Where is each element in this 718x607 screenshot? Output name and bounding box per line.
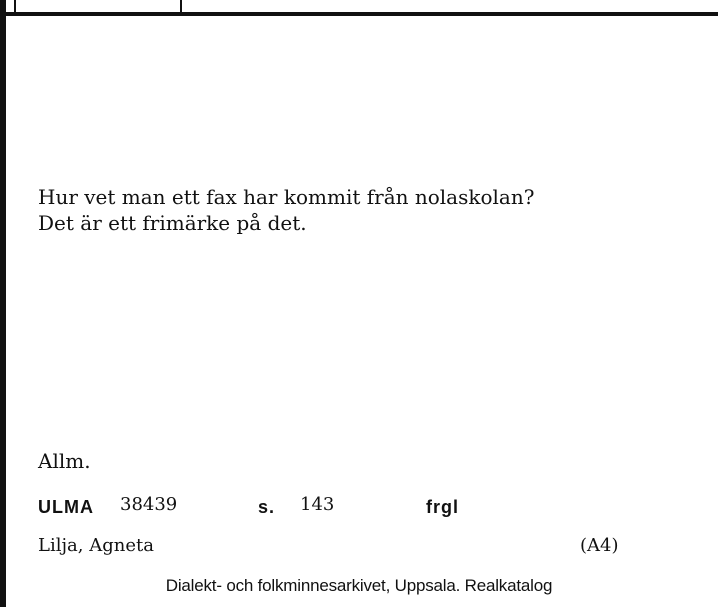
archive-number: 38439 <box>120 494 178 515</box>
category-label: Allm. <box>38 449 91 473</box>
paper-format: (A4) <box>580 535 619 556</box>
card-left-border <box>0 0 6 607</box>
archive-footer: Dialekt- och folkminnesarkivet, Uppsala. Realkatalog <box>165 576 553 595</box>
card-top-notch-right <box>180 0 182 14</box>
record-row <box>38 494 678 520</box>
archive-label: ULMA <box>38 497 94 517</box>
page-label: s. <box>258 497 276 517</box>
informant-name: Lilja, Agneta <box>38 535 154 556</box>
card-top-notch-left <box>14 0 16 14</box>
card-top-rule <box>6 12 718 16</box>
joke-answer: Det är ett frimärke på det. <box>38 211 307 235</box>
joke-question: Hur vet man ett fax har kommit från nolaskolan? <box>38 185 535 209</box>
record-code: frgl <box>426 497 459 517</box>
joke-text <box>38 184 534 236</box>
page-number: 143 <box>300 494 335 515</box>
